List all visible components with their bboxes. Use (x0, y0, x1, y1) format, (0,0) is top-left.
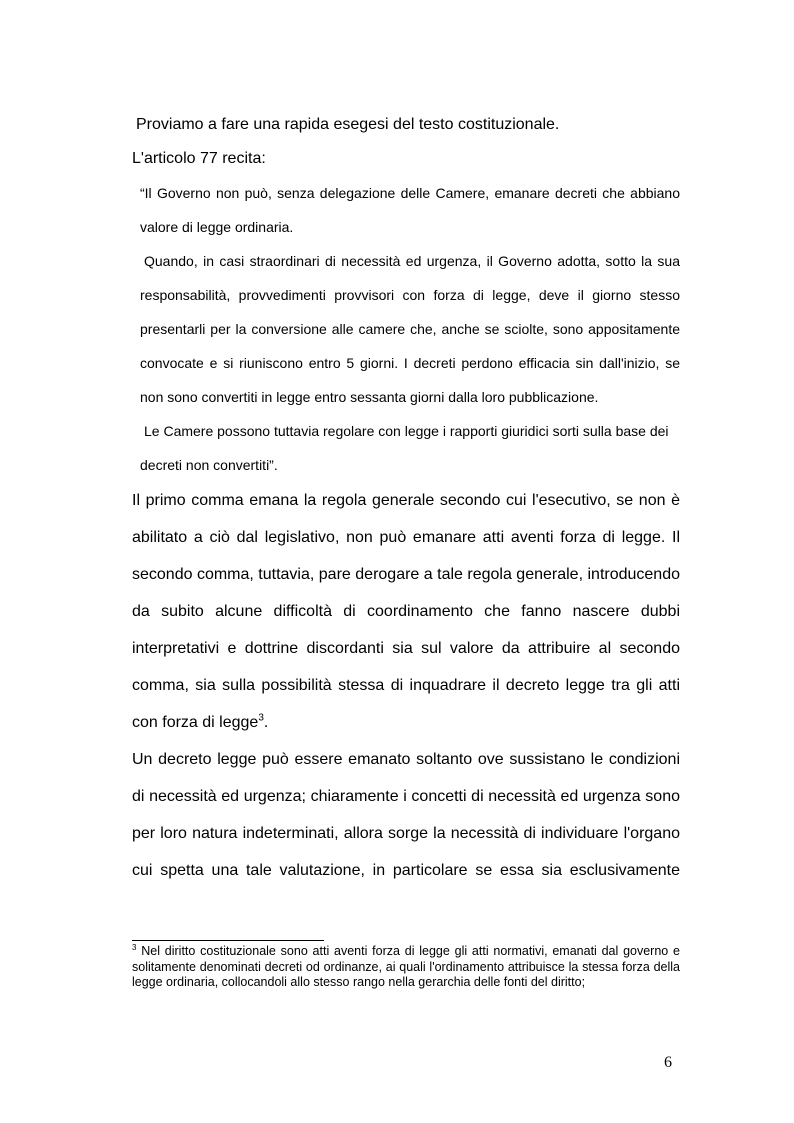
quote-paragraph-2: Quando, in casi straordinari di necessità ed urgenza, il Governo adotta, sotto la sua responsabilità, provvedimenti provvisori con forza di legge, deve il giorno stesso presentarli per la conversione alle camere che, anche se sciolte, sono appositamente convocate e si riuniscono entro 5 giorni. I decreti perdono efficacia sin dall'inizio, se non sono convertiti in legge entro sessanta giorni dalla loro pubblicazione. (140, 253, 680, 405)
footnote-marker: 3 (132, 942, 137, 952)
footnote-text: Nel diritto costituzionale sono atti aventi forza di legge gli atti normativi, emanati dal governo e solitamente denominati decreti od ordinanze, ai quali l'ordinamento attribuisce la stessa forza della legge ordinaria, collocandoli allo stesso rango nella gerarchia delle fonti del diritto; (132, 944, 680, 989)
article-reference: L'articolo 77 recita: (132, 150, 266, 167)
quote-paragraph-1: “Il Governo non può, senza delegazione delle Camere, emanare decreti che abbiano valore di legge ordinaria. (140, 185, 680, 235)
intro-sentence: Proviamo a fare una rapida esegesi del testo costituzionale. (136, 116, 560, 133)
constitutional-quote (132, 176, 680, 482)
body-paragraph-1-end: . (263, 714, 269, 731)
footnote-reference[interactable]: 3 (258, 712, 264, 724)
body-paragraph-1-text: Il primo comma emana la regola generale secondo cui l'esecutivo, se non è abilitato a ciò dal legislativo, non può emanare atti aventi forza di legge. Il secondo comma, tuttavia, pare derogare a tale regola generale, introducendo da subito alcune difficoltà di coordinamento che fanno nascere dubbi interpretativi e dottrine discordanti sia sul valore da attribuire al secondo comma, sia sulla possibilità stessa di inquadrare il decreto legge tra gli atti con forza di legge (132, 492, 680, 731)
body-paragraph-1 (132, 482, 680, 741)
page-number: 6 (664, 1054, 672, 1071)
footnote-separator (132, 940, 324, 941)
main-text (132, 108, 680, 889)
body-paragraph-2: Un decreto legge può essere emanato soltanto ove sussistano le condizioni di necessità ed urgenza; chiaramente i concetti di necessità ed urgenza sono per loro natura indeterminati, allora sorge la necessità di individuare l'organo cui spetta una tale valutazione, in particolare se essa sia esclusivamente (132, 751, 680, 879)
footnote (132, 944, 680, 991)
quote-paragraph-3: Le Camere possono tuttavia regolare con legge i rapporti giuridici sorti sulla base dei decreti non convertiti”. (140, 423, 669, 473)
